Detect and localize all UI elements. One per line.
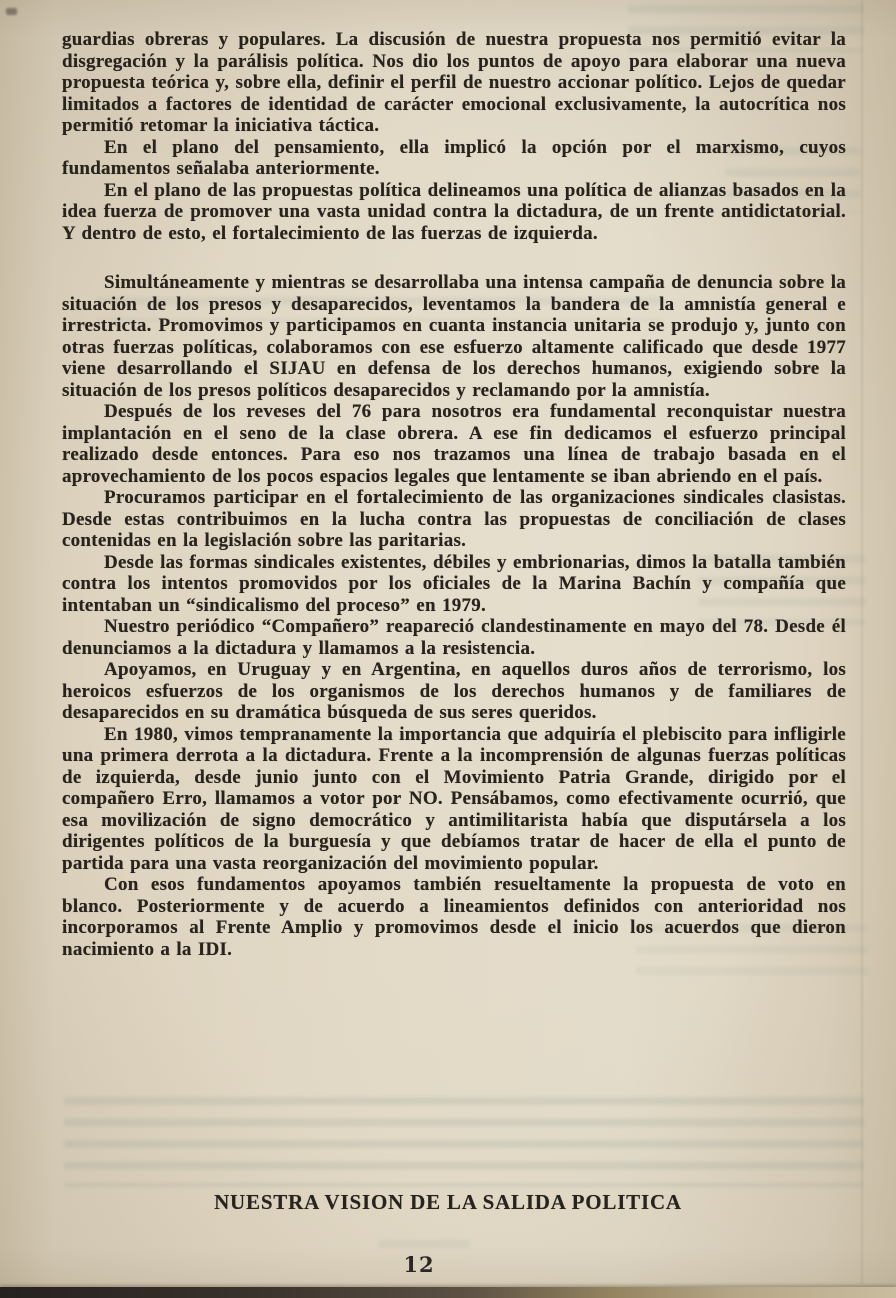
body-text xyxy=(62,29,846,960)
paragraph: En el plano del pensamiento, ella implicó la opción por el marxismo, cuyos fundamentos señalaba anteriormente. xyxy=(62,136,846,179)
paragraph: Apoyamos, en Uruguay y en Argentina, en aquellos duros años de terrorismo, los heroicos esfuerzos de los organismos de los derechos humanos y de familiares de desaparecidos en su dramática búsqueda de sus seres queridos. xyxy=(62,659,846,723)
paper-crease xyxy=(861,0,863,1284)
paragraph: guardias obreras y populares. La discusión de nuestra propuesta nos permitió evitar la disgregación y la parálisis política. Nos dio los puntos de apoyo para elaborar una nueva propuesta teórica y, sobre ella, definir el perfil de nuestro accionar político. Lejos de quedar limitados a factores de identidad de carácter emocional exclusivamente, la autocrítica nos permitió retomar la iniciativa táctica. xyxy=(62,29,846,136)
bleedthrough-artifact xyxy=(64,1097,864,1187)
section-heading: NUESTRA VISION DE LA SALIDA POLITICA xyxy=(214,1190,682,1214)
paragraph: En el plano de las propuestas política delineamos una política de alianzas basados en la idea fuerza de promover una vasta unidad contra la dictadura, de un frente antidictatorial. Y dentro de esto, el fortalecimiento de las fuerzas de izquierda. xyxy=(62,179,846,244)
paragraph: Después de los reveses del 76 para nosotros era fundamental reconquistar nuestra implantación en el seno de la clase obrera. A ese fin dedicamos el esfuerzo principal realizado desde entonces. Para eso nos trazamos una línea de trabajo basada en el aprovechamiento de los pocos espacios legales que lentamente se iban abriendo en el país. xyxy=(62,401,846,487)
paragraph: Simultáneamente y mientras se desarrollaba una intensa campaña de denuncia sobre la situación de los presos y desaparecidos, leventamos la bandera de la amnistía general e irrestricta. Promovimos y participamos en cuanta instancia unitaria se produjo y, junto con otras fuerzas políticas, colaboramos con ese esfuerzo altamente calificado que desde 1977 viene desarrollando el SIJAU en defensa de los derechos humanos, exigiendo sobre la situación de los presos políticos desaparecidos y reclamando por la amnistía. xyxy=(62,272,846,401)
paragraph: Con esos fundamentos apoyamos también resueltamente la propuesta de voto en blanco. Posteriormente y de acuerdo a lineamientos definidos con anterioridad nos incorporamos al Frente Amplio y promovimos desde el inicio los acuerdos que dieron nacimiento a la IDI. xyxy=(62,874,846,960)
paragraph: Desde las formas sindicales existentes, débiles y embrionarias, dimos la batalla también contra los intentos promovidos por los oficiales de la Marina Bachín y compañía que intentaban un “sindicalismo del proceso” en 1979. xyxy=(62,551,846,616)
scan-speck xyxy=(6,8,17,15)
paragraph: En 1980, vimos tempranamente la importancia que adquiría el plebiscito para infligirle una primera derrota a la dictadura. Frente a la incomprensión de algunas fuerzas políticas de izquierda, desde junio junto con el Movimiento Patria Grande, dirigido por el compañero Erro, llamamos a votor por NO. Pensábamos, como efectivamente ocurrió, que esa movilización de signo democrático y antimilitarista había que disputársela a los dirigentes políticos de la burguesía y que debíamos tratar de hacer de ella el punto de partida para una vasta reorganización del movimiento popular. xyxy=(62,723,846,874)
paragraph: Nuestro periódico “Compañero” reapareció clandestinamente en mayo del 78. Desde él denunciamos a la dictadura y llamamos a la resistencia. xyxy=(62,616,846,659)
paragraph: Procuramos participar en el fortalecimiento de las organizaciones sindicales clasistas. Desde estas contribuimos en la lucha contra las propuestas de conciliación de clases contenidas en la legislación sobre las paritarias. xyxy=(62,487,846,551)
scan-bottom-edge xyxy=(0,1287,896,1298)
page-number: 12 xyxy=(403,1252,435,1277)
